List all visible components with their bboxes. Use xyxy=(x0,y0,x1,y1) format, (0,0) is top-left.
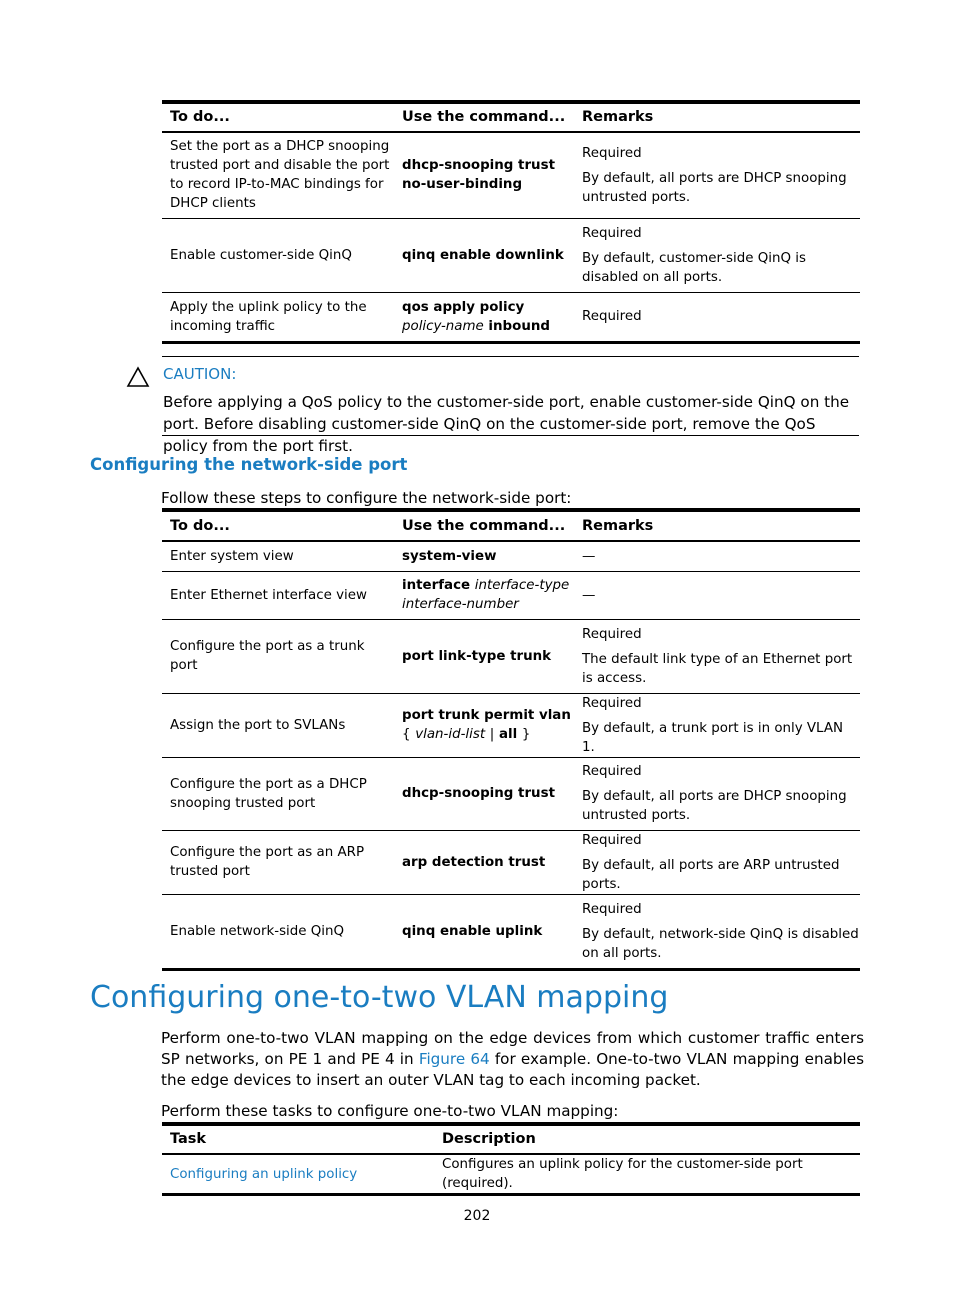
table-row xyxy=(162,894,860,969)
command-argument: vlan-id-list xyxy=(415,727,486,742)
table-row xyxy=(162,830,860,894)
section-heading-network-side: Configuring the network-side port xyxy=(90,455,408,474)
table-row xyxy=(162,292,860,342)
paragraph-text: for example. One-to-two VLAN mapping enables the edge devices to insert an outer VLAN tag to each incoming packet. xyxy=(161,1050,864,1089)
command-cell: system-view xyxy=(402,548,497,564)
remarks-cell xyxy=(574,757,860,830)
remarks-cell: — xyxy=(582,548,596,564)
section-paragraph xyxy=(161,1028,864,1091)
command-cell: dhcp-snooping trust xyxy=(402,786,555,801)
remark-required: Required xyxy=(582,832,642,848)
page-number: 202 xyxy=(463,1208,491,1224)
todo-cell: Configure the port as an ARP trusted port xyxy=(170,845,365,879)
todo-cell: Assign the port to SVLANs xyxy=(170,717,346,733)
command-cell xyxy=(394,132,574,218)
column-header-description: Description xyxy=(442,1131,536,1147)
remarks-cell xyxy=(574,830,860,894)
command-keyword: inbound xyxy=(488,318,550,334)
remark-required: Required xyxy=(582,764,642,779)
column-header-remarks: Remarks xyxy=(582,109,654,125)
table-row xyxy=(162,541,860,571)
remarks-cell xyxy=(574,218,860,292)
remarks-cell: Required xyxy=(582,309,642,324)
remark-text: By default, all ports are DHCP snooping untrusted ports. xyxy=(582,789,847,823)
caution-text: Before applying a QoS policy to the customer-side port, enable customer-side QinQ on the port. Before disabling customer-side QinQ on the customer-side port, remove the QoS policy from the port first. xyxy=(163,393,850,455)
remarks-cell xyxy=(574,619,860,693)
command-cell: qinq enable uplink xyxy=(402,923,543,939)
command-keyword: all xyxy=(498,727,518,742)
todo-cell: Enable network-side QinQ xyxy=(170,923,345,939)
task-link[interactable]: Configuring an uplink policy xyxy=(170,1166,358,1182)
warning-triangle-icon xyxy=(126,366,150,388)
command-cell: qinq enable downlink xyxy=(402,247,564,263)
remark-text: By default, customer-side QinQ is disabled on all ports. xyxy=(582,250,806,285)
column-header-task: Task xyxy=(170,1131,207,1147)
column-header-todo: To do... xyxy=(170,517,230,534)
column-header-todo: To do... xyxy=(170,109,230,125)
command-keyword: no-user-binding xyxy=(402,177,523,193)
command-table-customer-side xyxy=(162,100,860,344)
remarks-cell xyxy=(574,693,860,757)
remark-required: Required xyxy=(582,225,642,241)
section-intro: Follow these steps to configure the network-side port: xyxy=(161,489,572,507)
command-cell xyxy=(394,571,574,619)
table-row xyxy=(162,1154,860,1195)
remark-text: The default link type of an Ethernet port is access. xyxy=(582,651,853,686)
column-header-command: Use the command... xyxy=(402,517,566,534)
remark-required: Required xyxy=(582,145,642,161)
remark-required: Required xyxy=(582,695,642,711)
paragraph-text: Perform one-to-two VLAN mapping on the edge devices from which customer traffic enters SP networks, on PE 1 and PE 4 in xyxy=(161,1029,864,1068)
description-cell: Configures an uplink policy for the customer-side port (required). xyxy=(442,1157,803,1191)
todo-cell: Enter system view xyxy=(170,548,294,564)
remarks-cell xyxy=(574,894,860,969)
table-row xyxy=(162,757,860,830)
command-cell xyxy=(394,292,574,342)
table-row xyxy=(162,693,860,757)
remarks-cell xyxy=(574,132,860,218)
caution-label: CAUTION: xyxy=(163,365,237,383)
figure-link[interactable]: Figure 64 xyxy=(418,1050,490,1068)
command-separator: | xyxy=(489,727,495,742)
column-header-command: Use the command... xyxy=(402,109,566,125)
table-row xyxy=(162,619,860,693)
todo-cell: Configure the port as a DHCP snooping trusted port xyxy=(170,776,367,811)
section-intro: Perform these tasks to configure one-to-two VLAN mapping: xyxy=(161,1102,619,1120)
table-row xyxy=(162,571,860,619)
command-argument: interface-type xyxy=(474,578,570,593)
column-header-remarks: Remarks xyxy=(582,517,654,534)
task-table xyxy=(162,1122,860,1196)
todo-cell: Set the port as a DHCP snooping trusted port and disable the port to record IP-to-MAC bindings for DHCP clients xyxy=(170,139,390,212)
remarks-cell: — xyxy=(582,587,596,603)
command-cell xyxy=(394,693,574,757)
command-keyword: interface xyxy=(402,578,471,593)
todo-cell: Apply the uplink policy to the incoming traffic xyxy=(170,299,367,334)
command-argument: policy-name xyxy=(402,318,484,334)
command-brace: } xyxy=(521,727,531,742)
command-argument: interface-number xyxy=(402,597,519,612)
command-keyword: dhcp-snooping trust xyxy=(402,158,555,174)
section-heading-vlan-mapping: Configuring one-to-two VLAN mapping xyxy=(90,980,669,1015)
command-brace: { xyxy=(402,727,411,742)
table-row xyxy=(162,132,860,218)
command-table-network-side xyxy=(162,508,860,971)
table-row xyxy=(162,218,860,292)
todo-cell: Enter Ethernet interface view xyxy=(170,587,367,603)
remark-text: By default, a trunk port is in only VLAN 1. xyxy=(582,720,844,755)
command-keyword: port trunk permit vlan xyxy=(402,708,571,723)
remark-required: Required xyxy=(582,901,642,917)
command-cell: port link-type trunk xyxy=(402,648,552,664)
remark-text: By default, all ports are ARP untrusted ports. xyxy=(582,857,840,892)
command-cell: arp detection trust xyxy=(402,854,546,870)
todo-cell: Enable customer-side QinQ xyxy=(170,247,352,263)
todo-cell: Configure the port as a trunk port xyxy=(170,639,365,673)
remark-required: Required xyxy=(582,626,642,642)
remark-text: By default, network-side QinQ is disabled on all ports. xyxy=(582,926,859,961)
remark-text: By default, all ports are DHCP snooping untrusted ports. xyxy=(582,170,847,205)
command-keyword: qos apply policy xyxy=(402,299,525,315)
